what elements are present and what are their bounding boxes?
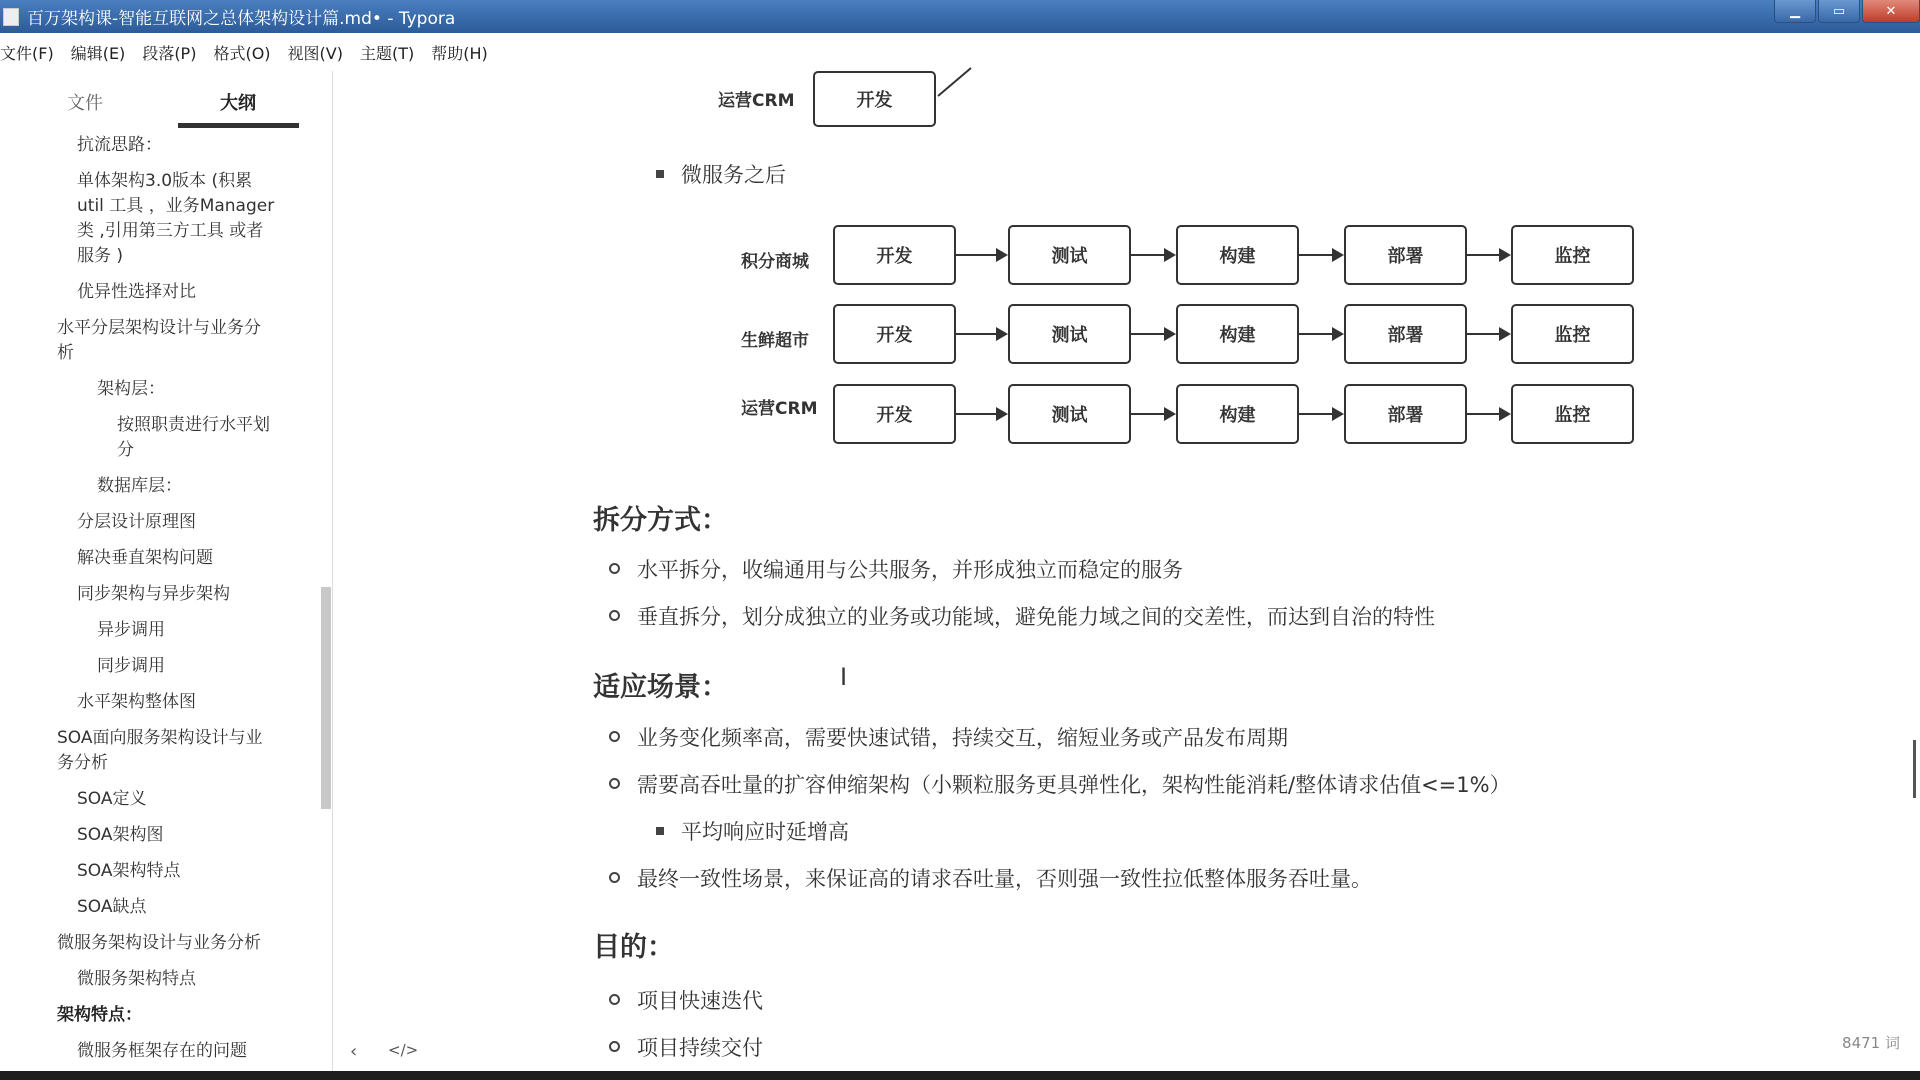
pipeline-arrow: [1299, 333, 1342, 335]
outline-item[interactable]: 解决垂直架构问题: [77, 548, 213, 568]
pipeline-stage-box: 测试: [1008, 225, 1131, 285]
pipeline-arrow: [1131, 413, 1174, 415]
word-count[interactable]: 8471 词: [1842, 1034, 1900, 1052]
pipeline-stage-box: 开发: [833, 225, 956, 285]
menu-format[interactable]: 格式(O): [213, 43, 271, 63]
outline-item[interactable]: 同步架构与异步架构: [77, 584, 230, 604]
pipeline-arrow: [1467, 413, 1509, 415]
sidebar-tabs: [0, 71, 332, 131]
maximize-button[interactable]: ▭: [1818, 0, 1860, 23]
outline-item[interactable]: 异步调用: [97, 620, 165, 640]
section-heading: 适应场景：: [593, 672, 728, 703]
outline-item[interactable]: 水平架构整体图: [77, 692, 196, 712]
pipeline-arrow: [1299, 413, 1342, 415]
diagram-label-top-crm: 运营CRM: [718, 91, 795, 111]
pipeline-stage-box: 构建: [1176, 384, 1299, 444]
ibeam-cursor-icon: I: [840, 663, 848, 691]
outline-item[interactable]: 抗流思路：: [77, 135, 162, 155]
menu-file[interactable]: 文件(F): [0, 43, 54, 63]
typora-app-icon: [3, 8, 19, 26]
outline-item[interactable]: 按照职责进行水平划分: [117, 415, 270, 460]
list-item-text: 垂直拆分，划分成独立的业务或功能域，避免能力域之间的交差性，而达到自治的特性: [637, 605, 1435, 629]
taskbar-edge: [0, 1071, 1920, 1080]
minimize-button[interactable]: ▁: [1774, 0, 1816, 23]
pipeline-stage-box: 监控: [1511, 304, 1634, 364]
bullet-circle: [609, 731, 620, 742]
sidebar: [0, 71, 333, 1071]
outline-item[interactable]: 架构层：: [97, 379, 165, 399]
pipeline-arrow: [1467, 254, 1509, 256]
pipeline-stage-box: 开发: [833, 384, 956, 444]
menu-help[interactable]: 帮助(H): [431, 43, 488, 63]
menu-edit[interactable]: 编辑(E): [70, 43, 126, 63]
outline-item[interactable]: SOA定义: [77, 789, 147, 809]
pipeline-arrow: [956, 333, 1006, 335]
outline-item[interactable]: 微服务框架存在的问题: [77, 1041, 247, 1061]
list-item-text: 最终一致性场景，来保证高的请求吞吐量，否则强一致性拉低整体服务吞吐量。: [637, 867, 1372, 891]
pipeline-row-label: 积分商城: [741, 252, 809, 272]
tab-outline[interactable]: 大纲: [220, 93, 256, 114]
section-heading: 目的：: [593, 932, 674, 963]
bullet-circle: [609, 610, 620, 621]
sidebar-scrollbar[interactable]: [321, 587, 331, 809]
menu-paragraph[interactable]: 段落(P): [142, 43, 197, 63]
bullet-circle: [609, 778, 620, 789]
menu-theme[interactable]: 主题(T): [359, 43, 415, 63]
bullet-circle: [609, 563, 620, 574]
pipeline-stage-box: 开发: [833, 304, 956, 364]
outline-list: [0, 133, 320, 1075]
outline-item[interactable]: 单体架构3.0版本 (积累util 工具 ，业务Manager类 ,引用第三方工具 或者服务 ): [77, 171, 275, 266]
tab-files[interactable]: 文件: [67, 93, 103, 114]
bullet-circle: [609, 872, 620, 883]
active-tab-indicator: [178, 123, 299, 128]
outline-item[interactable]: 微服务架构特点: [77, 969, 196, 989]
menu-view[interactable]: 视图(V): [287, 43, 343, 63]
pipeline-arrow: [956, 254, 1006, 256]
pipeline-stage-box: 测试: [1008, 384, 1131, 444]
editor-scrollbar[interactable]: [1913, 740, 1916, 798]
outline-item[interactable]: SOA面向服务架构设计与业务分析: [57, 728, 263, 773]
after-microservice-text: 微服务之后: [681, 163, 786, 187]
bullet-square: [656, 827, 664, 835]
pipeline-arrow: [1131, 254, 1174, 256]
pipeline-stage-box: 部署: [1344, 225, 1467, 285]
window-titlebar: [0, 0, 1920, 33]
list-item-text: 项目持续交付: [637, 1036, 763, 1060]
close-button[interactable]: ✕: [1862, 0, 1920, 23]
list-item-text: 水平拆分，收编通用与公共服务，并形成独立而稳定的服务: [637, 558, 1183, 582]
outline-item[interactable]: 优异性选择对比: [77, 282, 196, 302]
list-item-text: 需要高吞吐量的扩容伸缩架构（小颗粒服务更具弹性化，架构性能消耗/整体请求估值<=1%）: [637, 773, 1511, 797]
source-code-mode-button[interactable]: </>: [388, 1041, 419, 1059]
diagram-connector-line: [936, 66, 976, 106]
outline-item[interactable]: 微服务架构设计与业务分析: [57, 933, 261, 953]
section-heading: 拆分方式：: [593, 505, 728, 536]
pipeline-stage-box: 部署: [1344, 384, 1467, 444]
pipeline-stage-box: 监控: [1511, 225, 1634, 285]
pipeline-stage-box: 部署: [1344, 304, 1467, 364]
outline-item[interactable]: 同步调用: [97, 656, 165, 676]
list-item-text: 项目快速迭代: [637, 989, 763, 1013]
pipeline-arrow: [956, 413, 1006, 415]
pipeline-stage-box: 构建: [1176, 225, 1299, 285]
pipeline-arrow: [1131, 333, 1174, 335]
pipeline-stage-box: 测试: [1008, 304, 1131, 364]
pipeline-row-label: 运营CRM: [741, 399, 818, 419]
window-controls: [1772, 0, 1920, 23]
pipeline-stage-box: 监控: [1511, 384, 1634, 444]
pipeline-arrow: [1467, 333, 1509, 335]
bullet-square: [656, 170, 664, 178]
outline-item[interactable]: 水平分层架构设计与业务分析: [57, 318, 261, 363]
outline-item[interactable]: SOA缺点: [77, 897, 147, 917]
pipeline-arrow: [1299, 254, 1342, 256]
pipeline-stage-box: 构建: [1176, 304, 1299, 364]
outline-item[interactable]: 分层设计原理图: [77, 512, 196, 532]
bullet-circle: [609, 1041, 620, 1052]
editor-area[interactable]: [333, 71, 1920, 1071]
sidebar-toggle-button[interactable]: ‹: [350, 1041, 358, 1062]
list-item-text: 业务变化频率高，需要快速试错，持续交互，缩短业务或产品发布周期: [637, 726, 1288, 750]
list-item-text: 平均响应时延增高: [681, 820, 849, 844]
window-title: 百万架构课-智能互联网之总体架构设计篇.md• - Typora: [27, 9, 456, 29]
outline-item[interactable]: 数据库层：: [97, 476, 182, 496]
outline-item[interactable]: 架构特点：: [57, 1005, 142, 1025]
diagram-box-top-dev: 开发: [813, 71, 936, 127]
bullet-circle: [609, 994, 620, 1005]
pipeline-row-label: 生鲜超市: [741, 331, 809, 351]
outline-item[interactable]: SOA架构图: [77, 825, 164, 845]
outline-item[interactable]: SOA架构特点: [77, 861, 181, 881]
